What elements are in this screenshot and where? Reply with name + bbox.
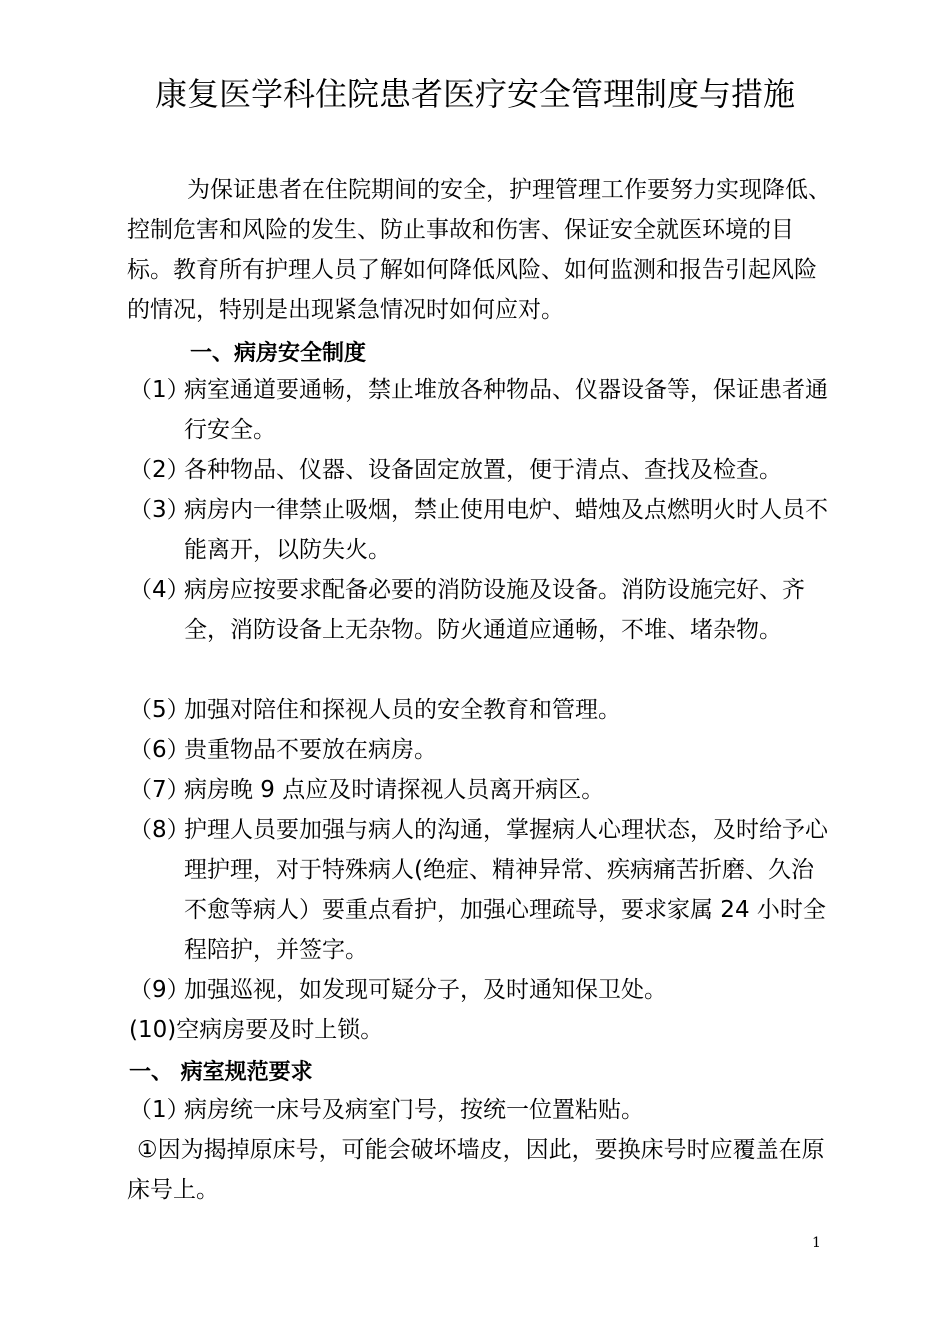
item-text: 病室通道要通畅，禁止堆放各种物品、仪器设备等，保证患者通行安全。 [184, 377, 828, 443]
item-number: （7） [129, 777, 190, 803]
item-text: 病房内一律禁止吸烟，禁止使用电炉、蜡烛及点燃明火时人员不能离开，以防失火。 [184, 497, 828, 563]
item-number: （1） [129, 1097, 190, 1123]
intro-paragraph: 为保证患者在住院期间的安全，护理管理工作要努力实现降低、控制危害和风险的发生、防止事故和伤害、保证安全就医环境的目标。教育所有护理人员了解如何降低风险、如何监测和报告引起风险的情况，特别是出现紧急情况时如何应对。 [127, 177, 831, 323]
list-item [129, 1090, 835, 1130]
item-number: （9） [129, 977, 190, 1003]
list-item-10: (10)空病房要及时上锁。 [129, 1017, 384, 1043]
item-text: 病房晚 9 点应及时请探视人员离开病区。 [184, 777, 605, 803]
list-item [129, 970, 835, 1010]
list-item [129, 570, 819, 650]
item-text: 各种物品、仪器、设备固定放置，便于清点、查找及检查。 [184, 457, 782, 483]
item-text: 加强对陪住和探视人员的安全教育和管理。 [184, 697, 621, 723]
item-text: 护理人员要加强与病人的沟通，掌握病人心理状态，及时给予心理护理，对于特殊病人(绝症、精神异常、疾病痛苦折磨、久治不愈等病人）要重点看护，加强心理疏导，要求家属 24 小时全程陪护，并签字。 [184, 817, 828, 963]
item-text: 病房应按要求配备必要的消防设施及设备。消防设施完好、齐全，消防设备上无杂物。防火通道应通畅，不堆、堵杂物。 [184, 577, 805, 643]
item-number: （3） [129, 497, 190, 523]
sub-item: ①因为揭掉原床号，可能会破坏墙皮，因此，要换床号时应覆盖在原床号上。 [127, 1137, 825, 1203]
list-item [129, 730, 835, 770]
item-number: （2） [129, 457, 190, 483]
list-item [129, 690, 835, 730]
item-text: 加强巡视，如发现可疑分子，及时通知保卫处。 [184, 977, 667, 1003]
item-number: （1） [129, 377, 190, 403]
list-item [129, 450, 835, 490]
item-text: 病房统一床号及病室门号，按统一位置粘贴。 [184, 1097, 644, 1123]
item-number: （4） [129, 577, 190, 603]
section1-heading: 一、病房安全制度 [190, 341, 367, 366]
list-item [129, 490, 835, 570]
document-title: 康复医学科住院患者医疗安全管理制度与措施 [154, 75, 795, 113]
item-text: 贵重物品不要放在病房。 [184, 737, 437, 763]
item-number: （5） [129, 697, 190, 723]
page-number: 1 [812, 1235, 821, 1251]
item-number: （8） [129, 817, 190, 843]
item-number: （6） [129, 737, 190, 763]
list-item [129, 770, 835, 810]
list-item [129, 810, 835, 970]
section2-heading: 一、 病室规范要求 [129, 1060, 313, 1085]
list-item [129, 370, 835, 450]
